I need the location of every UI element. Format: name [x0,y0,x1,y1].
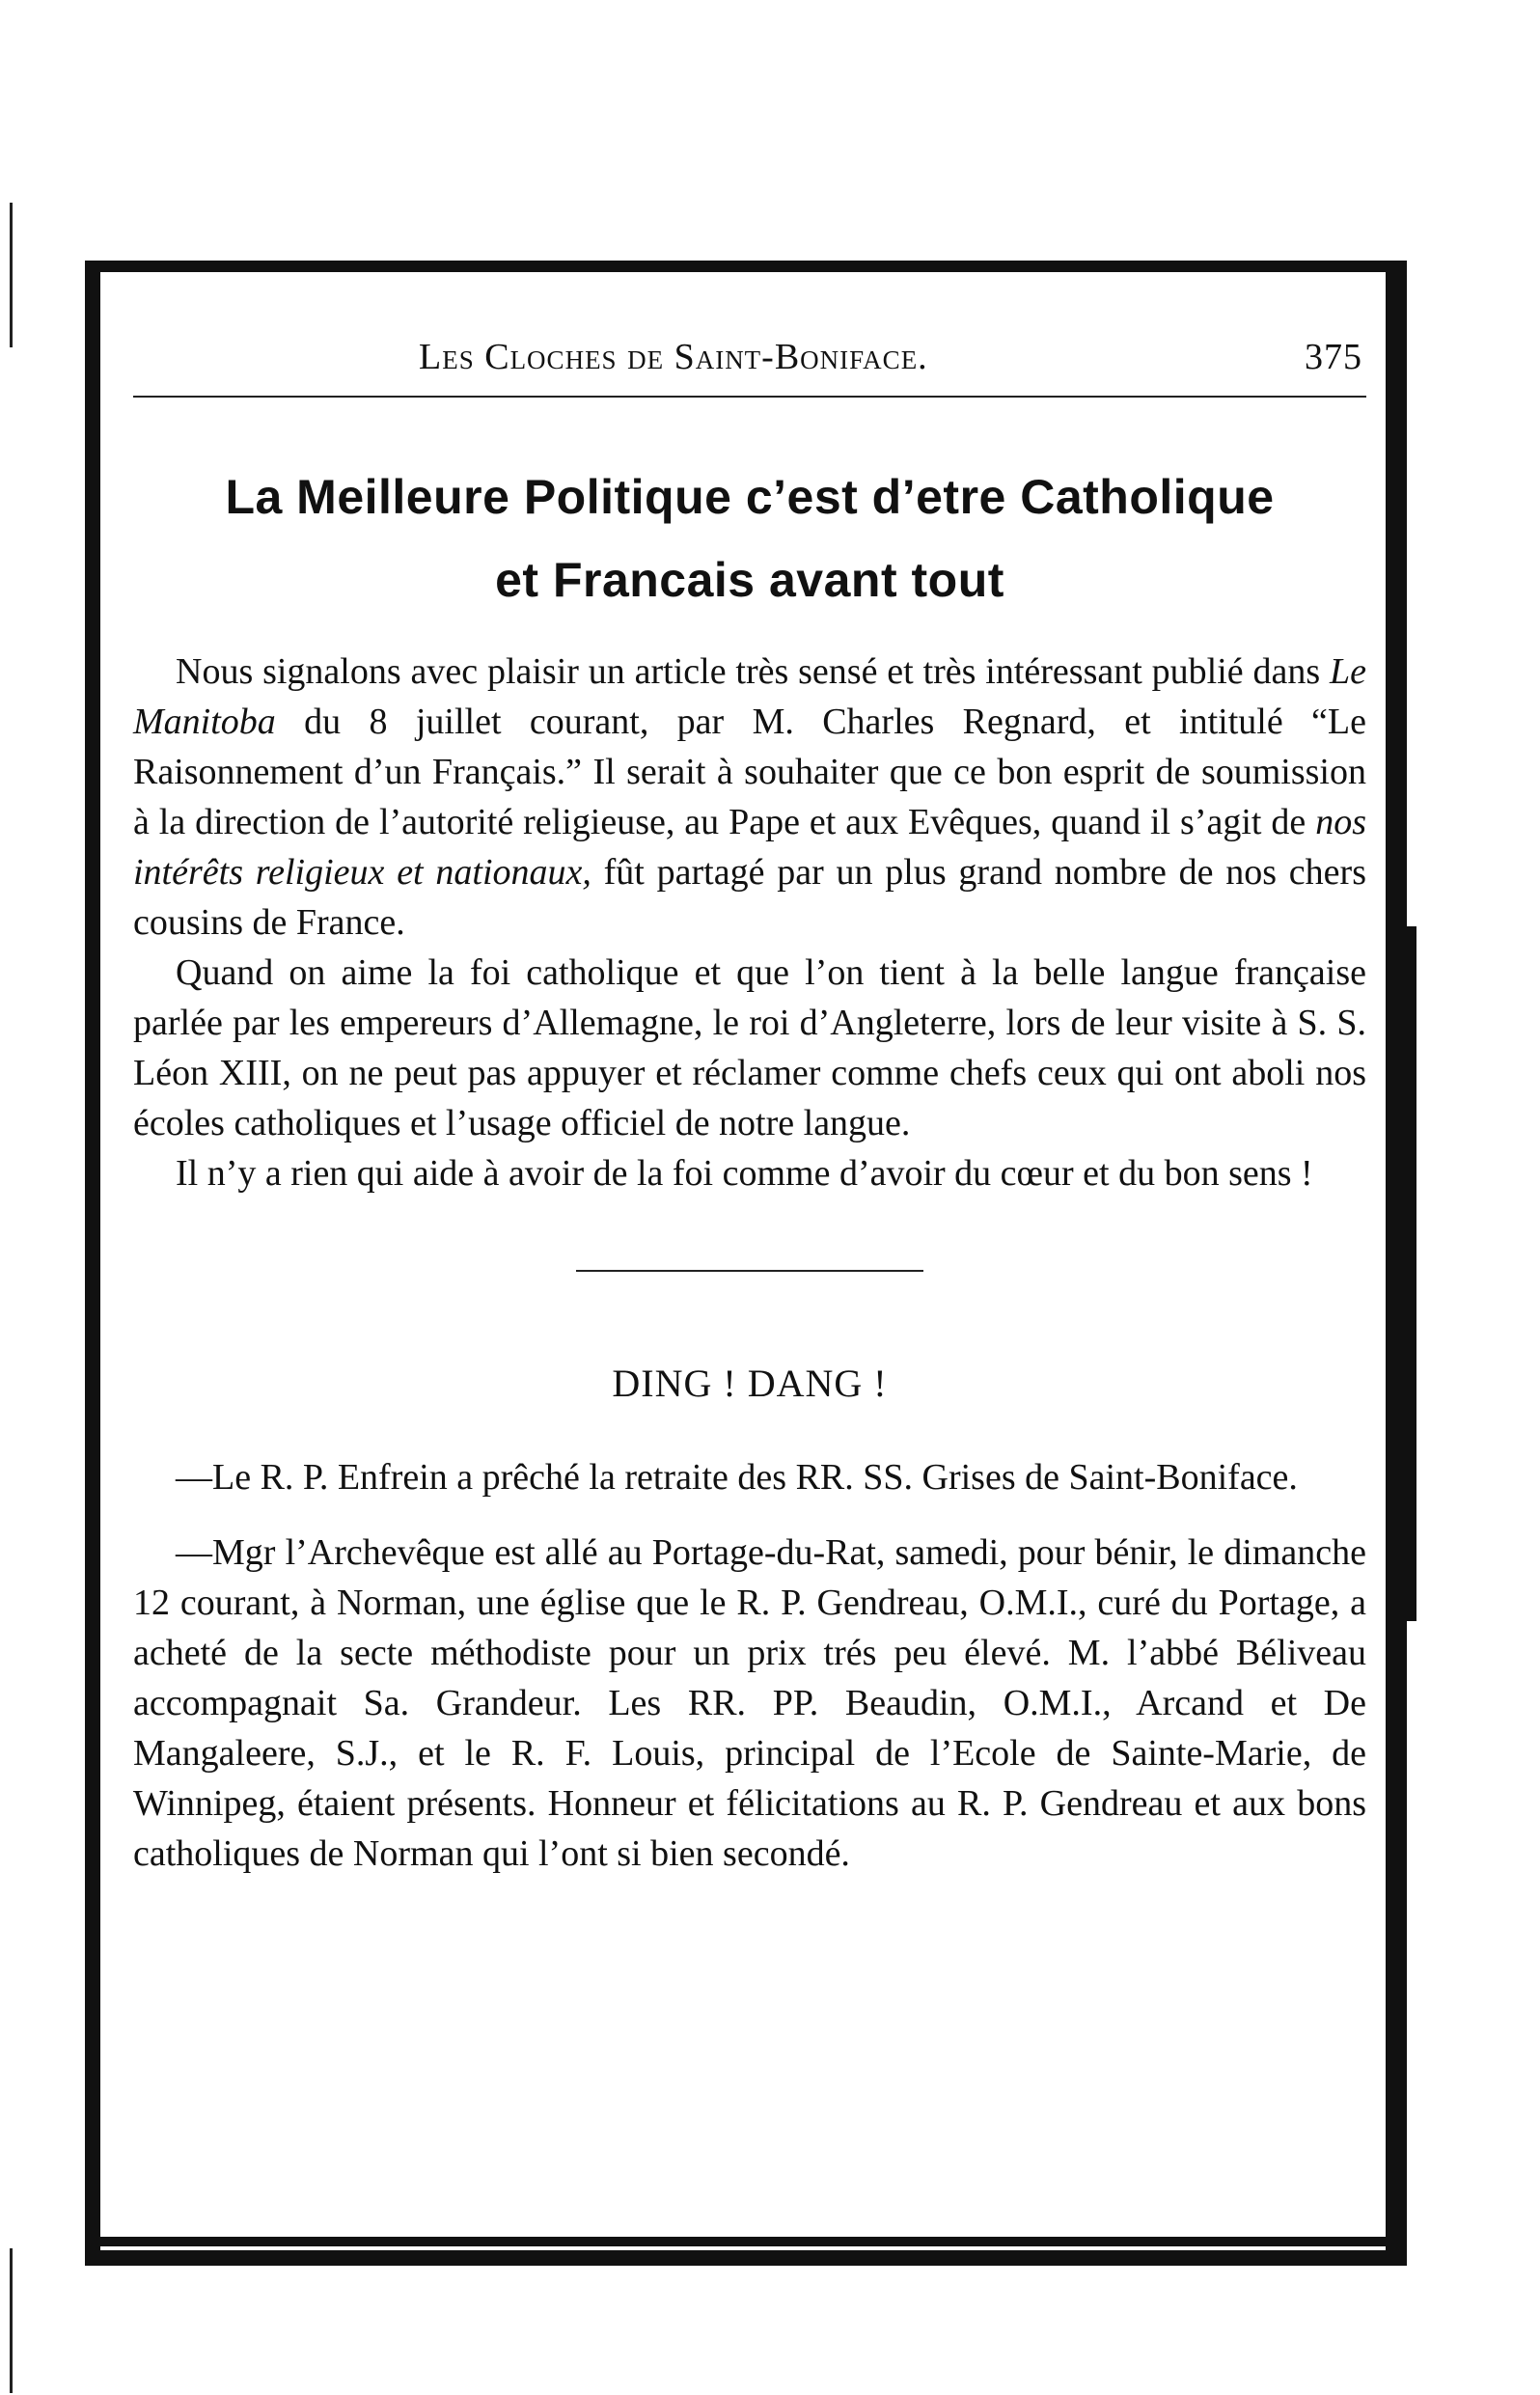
section-heading: DING ! DANG ! [612,1362,888,1405]
article-title [133,455,1366,621]
frame-notch-bottom [100,2237,1403,2246]
running-head [133,318,1366,376]
section-divider [576,1270,923,1272]
article-paragraph-3: Il n’y a rien qui aide à avoir de la foi comme d’avoir du cœur et du bon sens ! [176,1153,1313,1194]
paragraph-1-part-c: du 8 juillet courant, par M. Charles Regnard, et intitulé “Le Raisonnement d’un Français.” Il serait à souhaiter que ce bon esprit de soumission à la direction de l’autorité religieuse, au Pape et aux Evêques, quand il s’agit de [133,702,1366,842]
running-title: Les Cloches de Saint-Boniface. [419,337,928,377]
article-title-line-2: et Francais avant tout [495,553,1004,607]
article-paragraph-2: Quand on aime la foi catholique et que l’on tient à la belle langue française parlée par les empereurs d’Allemagne, le roi d’Angleterre, lors de leur visite à S. S. Léon XIII, on ne peut pas appuyer et réclamer comme chefs ceux qui ont aboli nos écoles catholiques et l’usage officiel de notre langue. [133,952,1366,1143]
page-number: 375 [1305,337,1362,377]
emphasis-phrase: nos intérêts religieux et nationaux, [133,802,1366,893]
newspaper-title: Le Manitoba [133,651,1366,742]
news-item-1: —Le R. P. Enfrein a prêché la retraite des RR. SS. Grises de Saint-Boniface. [176,1457,1298,1498]
paragraph-1-part-a: Nous signalons avec plaisir un article très sensé et très intéressant publié dans [176,651,1330,692]
scan-edge-mark-bottom [10,2248,13,2393]
page-content [133,318,1366,1879]
item-gap [133,1502,1366,1528]
article-paragraph-1 [133,647,1366,948]
header-rule [133,396,1366,398]
frame-notch-right [1389,926,1416,1621]
paragraph-1-part-e: fût partagé par un plus grand nombre de nos chers cousins de France. [133,852,1366,943]
news-item-2: —Mgr l’Archevêque est allé au Portage-du-Rat, samedi, pour bénir, le dimanche 12 courant, à Norman, une église que le R. P. Gendreau, O.M.I., curé du Portage, a acheté de la secte méthodiste pour un prix trés peu élevé. M. l’abbé Béliveau accompagnait Sa. Grandeur. Les RR. PP. Beaudin, O.M.I., Arcand et De Mangaleere, S.J., et le R. F. Louis, principal de l’Ecole de Sainte-Marie, de Winnipeg, étaient présents. Honneur et félicitations au R. P. Gendreau et aux bons catholiques de Norman qui l’ont si bien secondé. [133,1532,1366,1874]
article-title-line-1: La Meilleure Politique c’est d’etre Catholique [225,470,1275,524]
scan-edge-mark-top [10,203,13,347]
